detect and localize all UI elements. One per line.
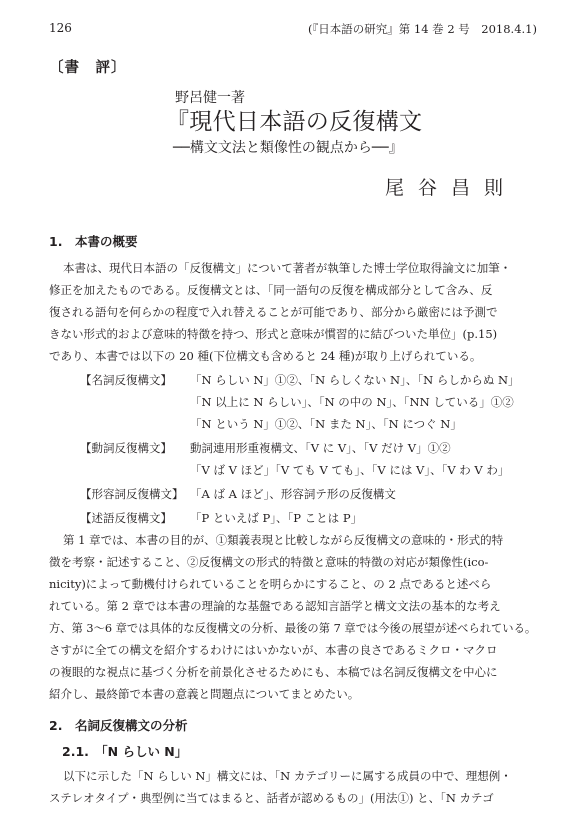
para2-line: 方、第 3〜6 章では具体的な反復構文の分析、最後の第 7 章では今後の展望が述べられている。 <box>49 621 537 635</box>
para1-line: 本書は、現代日本語の「反復構文」について著者が執筆した博士学位取得論文に加筆・ <box>63 261 512 275</box>
para2-line: 第 1 章では、本書の目的が、①類義表現と比較しながら反復構文の意味的・形式的特 <box>63 533 504 547</box>
category-example: 「N らしい N」①②、「N らしくない N」、「N らしからぬ N」 <box>190 373 520 387</box>
section-1-heading: 1. 本書の概要 <box>49 234 138 249</box>
book-author: 野呂健一著 <box>175 90 245 106</box>
para2-line: れている。第 2 章では本書の理論的な基盤である認知言語学と構文文法の基本的な考え <box>49 599 501 613</box>
para3-line: 以下に示した「N らしい N」構文には、「N カテゴリーに属する成員の中で、理想例・ <box>63 769 512 783</box>
para3-line: ステレオタイプ・典型例に当てはまると、話者が認めるもの」(用法①) と、「N カテゴ <box>49 791 494 805</box>
para2-line: 紹介し、最終節で本書の意義と問題点についてまとめたい。 <box>49 687 360 701</box>
category-example: 「A ば A ほど」、形容詞テ形の反復構文 <box>190 487 396 501</box>
category-example: 「N 以上に N らしい」、「N の中の N」、「NN している」①② <box>190 395 514 409</box>
category-example: 動詞連用形重複構文、「V に V」、「V だけ V」①② <box>190 441 451 455</box>
para1-line: 復される語句を何らかの程度で入れ替えることが可能であり、部分から厳密には予測で <box>49 305 498 319</box>
para2-line: nicity)によって動機付けられていることを明らかにすること、の 2 点であると述べら <box>49 577 492 591</box>
category-example: 「P といえば P」、「P ことは P」 <box>190 511 363 525</box>
book-title: 『現代日本語の反復構文 <box>166 109 423 135</box>
category-example: 「V ば V ほど」「V ても V ても」、「V には V」、「V わ V わ」 <box>190 463 510 477</box>
reviewer-name: 尾谷昌則 <box>385 177 518 199</box>
para2-line: 徴を考察・記述すること、②反復構文の形式的特徴と意味的特徴の対応が類像性(ico- <box>49 555 489 569</box>
category-label: 【動詞反復構文】 <box>80 441 172 455</box>
category-label: 【述語反復構文】 <box>80 511 172 525</box>
para2-line: の複眼的な視点に基づく分析を前景化させるためにも、本稿では名詞反復構文を中心に <box>49 665 498 679</box>
category-label: 【形容詞反復構文】 <box>80 487 184 501</box>
para1-line: であり、本書では以下の 20 種(下位構文も含めると 24 種)が取り上げられている。 <box>49 349 482 363</box>
para1-line: 修正を加えたものである。反復構文とは、「同一語句の反復を構成部分として含み、反 <box>49 283 493 297</box>
category-example: 「N という N」①②、「N また N」、「N につぐ N」 <box>190 417 462 431</box>
section-2-heading: 2. 名詞反復構文の分析 <box>49 718 188 733</box>
para2-line: さすがに全ての構文を紹介するわけにはいかないが、本書の良さであるミクロ・マクロ <box>49 643 498 657</box>
page-number: 126 <box>49 21 72 35</box>
running-head: (『日本語の研究』第 14 巻 2 号 2018.4.1) <box>307 22 537 36</box>
section-label: 〔書 評〕 <box>49 59 127 76</box>
section-2-1-heading: 2.1. 「N らしい N」 <box>62 744 188 759</box>
para1-line: きない形式的および意味的特徴を持つ、形式と意味が慣習的に結びついた単位」(p.15) <box>49 327 498 341</box>
book-subtitle: ──構文文法と類像性の観点から──』 <box>173 140 403 156</box>
category-label: 【名詞反復構文】 <box>80 373 172 387</box>
